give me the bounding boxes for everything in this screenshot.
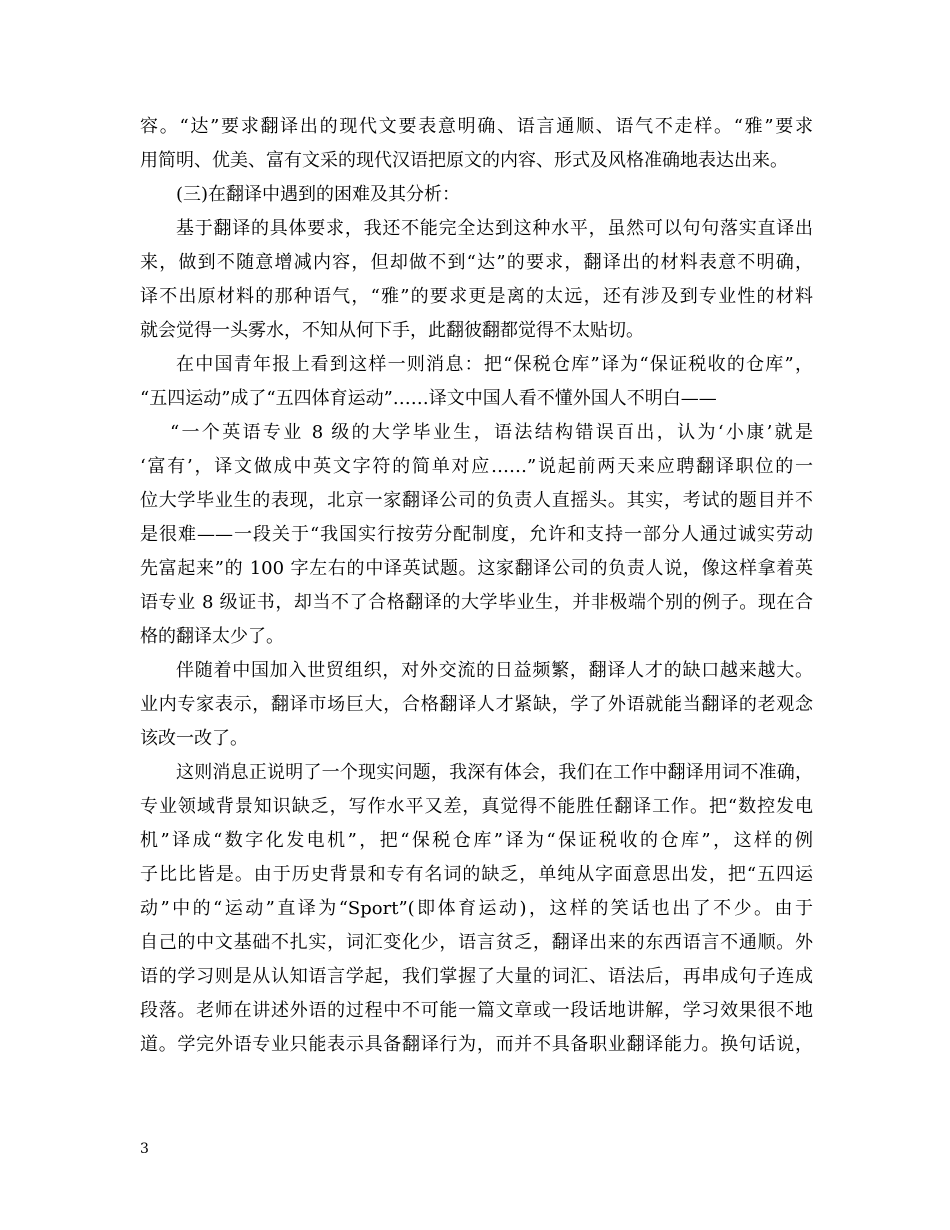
text-line: 语的学习则是从认知语言学起，我们掌握了大量的词汇、语法后，再串成句子连成 xyxy=(140,966,813,987)
text-line: 这则消息正说明了一个现实问题，我深有体会，我们在工作中翻译用词不准确， xyxy=(176,762,813,783)
text-line: 就会觉得一头雾水，不知从何下手，此翻彼翻都觉得不太贴切。 xyxy=(140,320,644,341)
text-line: 在中国青年报上看到这样一则消息：把“保税仓库”译为“保证税收的仓库”， xyxy=(176,354,813,375)
text-line: 该改一改了。 xyxy=(140,728,248,749)
text-line: 容。“达”要求翻译出的现代文要表意明确、语言通顺、语气不走样。“雅”要求 xyxy=(140,116,813,137)
text-line: “一个英语专业 8 级的大学毕业生，语法结构错误百出，认为‘小康’就是 xyxy=(170,422,813,443)
text-line: 专业领域背景知识缺乏，写作水平又差，真觉得不能胜任翻译工作。把“数控发电 xyxy=(140,796,813,817)
text-line: ‘富有’，译文做成中英文字符的简单对应……”说起前两天来应聘翻译职位的一 xyxy=(140,456,813,477)
text-line: 格的翻译太少了。 xyxy=(140,626,284,647)
text-line: 业内专家表示，翻译市场巨大，合格翻译人才紧缺，学了外语就能当翻译的老观念 xyxy=(140,694,813,715)
text-line: 伴随着中国加入世贸组织，对外交流的日益频繁，翻译人才的缺口越来越大。 xyxy=(176,660,813,681)
text-line: 自己的中文基础不扎实，词汇变化少，语言贫乏，翻译出来的东西语言不通顺。外 xyxy=(140,932,813,953)
text-line: 段落。老师在讲述外语的过程中不可能一篇文章或一段话地讲解，学习效果很不地 xyxy=(140,1000,813,1021)
text-line: 语专业 8 级证书，却当不了合格翻译的大学毕业生，并非极端个别的例子。现在合 xyxy=(140,592,813,613)
text-line: 位大学毕业生的表现，北京一家翻译公司的负责人直摇头。其实，考试的题目并不 xyxy=(140,490,813,511)
text-line: 子比比皆是。由于历史背景和专有名词的缺乏，单纯从字面意思出发，把“五四运 xyxy=(140,864,813,885)
document-body xyxy=(140,116,813,1068)
text-line: 来，做到不随意增减内容，但却做不到“达”的要求，翻译出的材料表意不明确， xyxy=(140,252,813,273)
text-line: 动”中的“运动”直译为“Sport”(即体育运动)，这样的笑话也出了不少。由于 xyxy=(140,898,813,919)
text-line: 是很难——一段关于“我国实行按劳分配制度，允许和支持一部分人通过诚实劳动 xyxy=(140,524,813,545)
text-line: 先富起来”的 100 字左右的中译英试题。这家翻译公司的负责人说，像这样拿着英 xyxy=(140,558,813,579)
section-heading: (三)在翻译中遇到的困难及其分析： xyxy=(176,184,461,205)
text-line: 基于翻译的具体要求，我还不能完全达到这种水平，虽然可以句句落实直译出 xyxy=(176,218,813,239)
text-line: 机”译成“数字化发电机”，把“保税仓库”译为“保证税收的仓库”，这样的例 xyxy=(140,830,813,851)
text-line: 道。学完外语专业只能表示具备翻译行为，而并不具备职业翻译能力。换句话说， xyxy=(140,1034,813,1055)
text-line: 译不出原材料的那种语气，“雅”的要求更是离的太远，还有涉及到专业性的材料 xyxy=(140,286,813,307)
text-line: 用简明、优美、富有文采的现代汉语把原文的内容、形式及风格准确地表达出来。 xyxy=(140,150,788,171)
text-line: “五四运动”成了“五四体育运动”……译文中国人看不懂外国人不明白—— xyxy=(140,388,717,409)
page-number: 3 xyxy=(140,1141,149,1157)
